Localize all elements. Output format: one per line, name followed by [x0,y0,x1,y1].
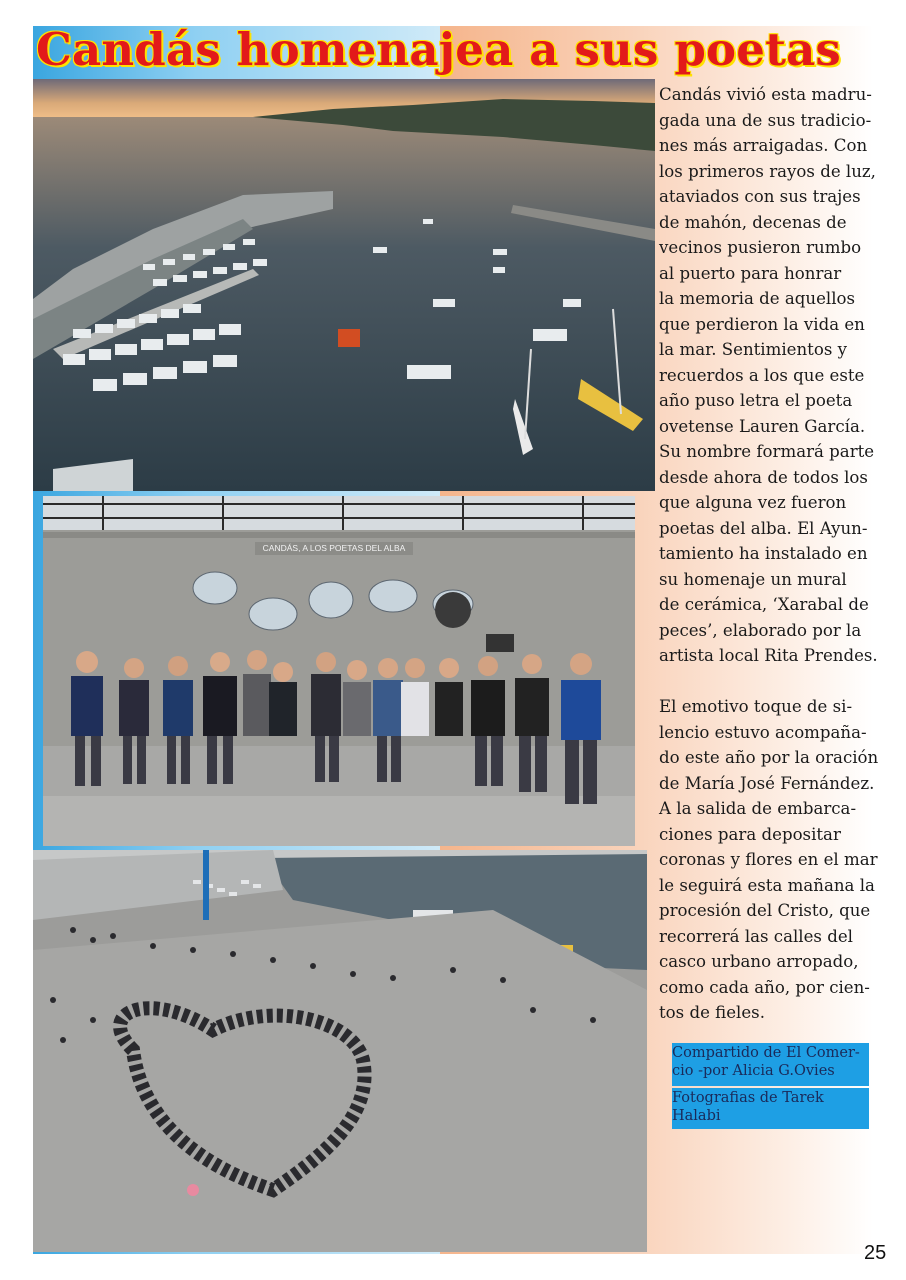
source-credit [672,1043,869,1086]
credit-line: Compartido de El Comer- [672,1045,860,1061]
article-line: procesión del Cristo, que [659,901,871,920]
article-line: gada una de sus tradicio- [659,110,872,130]
article-line: tos de fieles. [659,1003,765,1022]
article-line: la memoria de aquellos [659,289,856,308]
page-title: Candás homenajea a sus poetas [36,23,841,76]
article-line: Candás vivió esta madru- [659,85,872,104]
article-line: do este año por la oración [659,748,879,767]
article-line: la mar. Sentimientos y [659,340,847,359]
article-line: los primeros rayos de luz, [659,161,876,181]
article-line: ovetense Lauren García. [659,416,866,436]
mural-group-photo [43,496,635,846]
credit-line: Halabi [672,1108,721,1124]
article-line: recuerdos a los que este [659,365,865,385]
credit-line: cio -por Alicia G.Ovies [672,1063,835,1079]
article-line: peces’, elaborado por la [659,620,862,640]
article-line: lencio estuvo acompaña- [659,722,867,742]
article-line: de María José Fernández. [659,773,875,793]
article-line: nes más arraigadas. Con [659,136,868,155]
article-body [659,82,881,1026]
article-line: que perdieron la vida en [659,314,865,334]
article-line: El emotivo toque de si- [659,697,853,716]
article-line: desde ahora de todos los [659,467,868,487]
article-line: le seguirá esta mañana la [659,875,875,895]
article-line: A la salida de embarca- [659,799,857,818]
article-line: tamiento ha instalado en [659,544,868,563]
page-number: 25 [864,1242,887,1264]
article-line: Su nombre formará parte [659,442,875,461]
article-line: ataviados con sus trajes [659,187,861,206]
article-line: vecinos pusieron rumbo [659,238,862,257]
article-line: de cerámica, ‘Xarabal de [659,595,869,614]
heart-circle-photo [33,850,647,1252]
paragraph-gap [659,669,881,695]
article-line: su homenaje un mural [659,569,847,589]
article-line: de mahón, decenas de [659,212,847,232]
article-line: que alguna vez fueron [659,493,847,512]
article-line: al puerto para honrar [659,263,842,283]
article-line: coronas y flores en el mar [659,850,878,869]
photo-credit [672,1088,869,1129]
article-line: año puso letra el poeta [659,391,853,410]
article-line: como cada año, por cien- [659,977,870,997]
article-line: casco urbano arropado, [659,952,859,971]
article-line: recorrerá las calles del [659,926,853,946]
article-line: artista local Rita Prendes. [659,646,878,665]
credit-line: Fotografias de Tarek [672,1090,824,1106]
mural-sign: CANDÁS, A LOS POETAS DEL ALBA [255,542,413,555]
harbor-sunrise-photo [33,79,655,491]
article-line: ciones para depositar [659,824,841,844]
article-line: poetas del alba. El Ayun- [659,518,868,538]
